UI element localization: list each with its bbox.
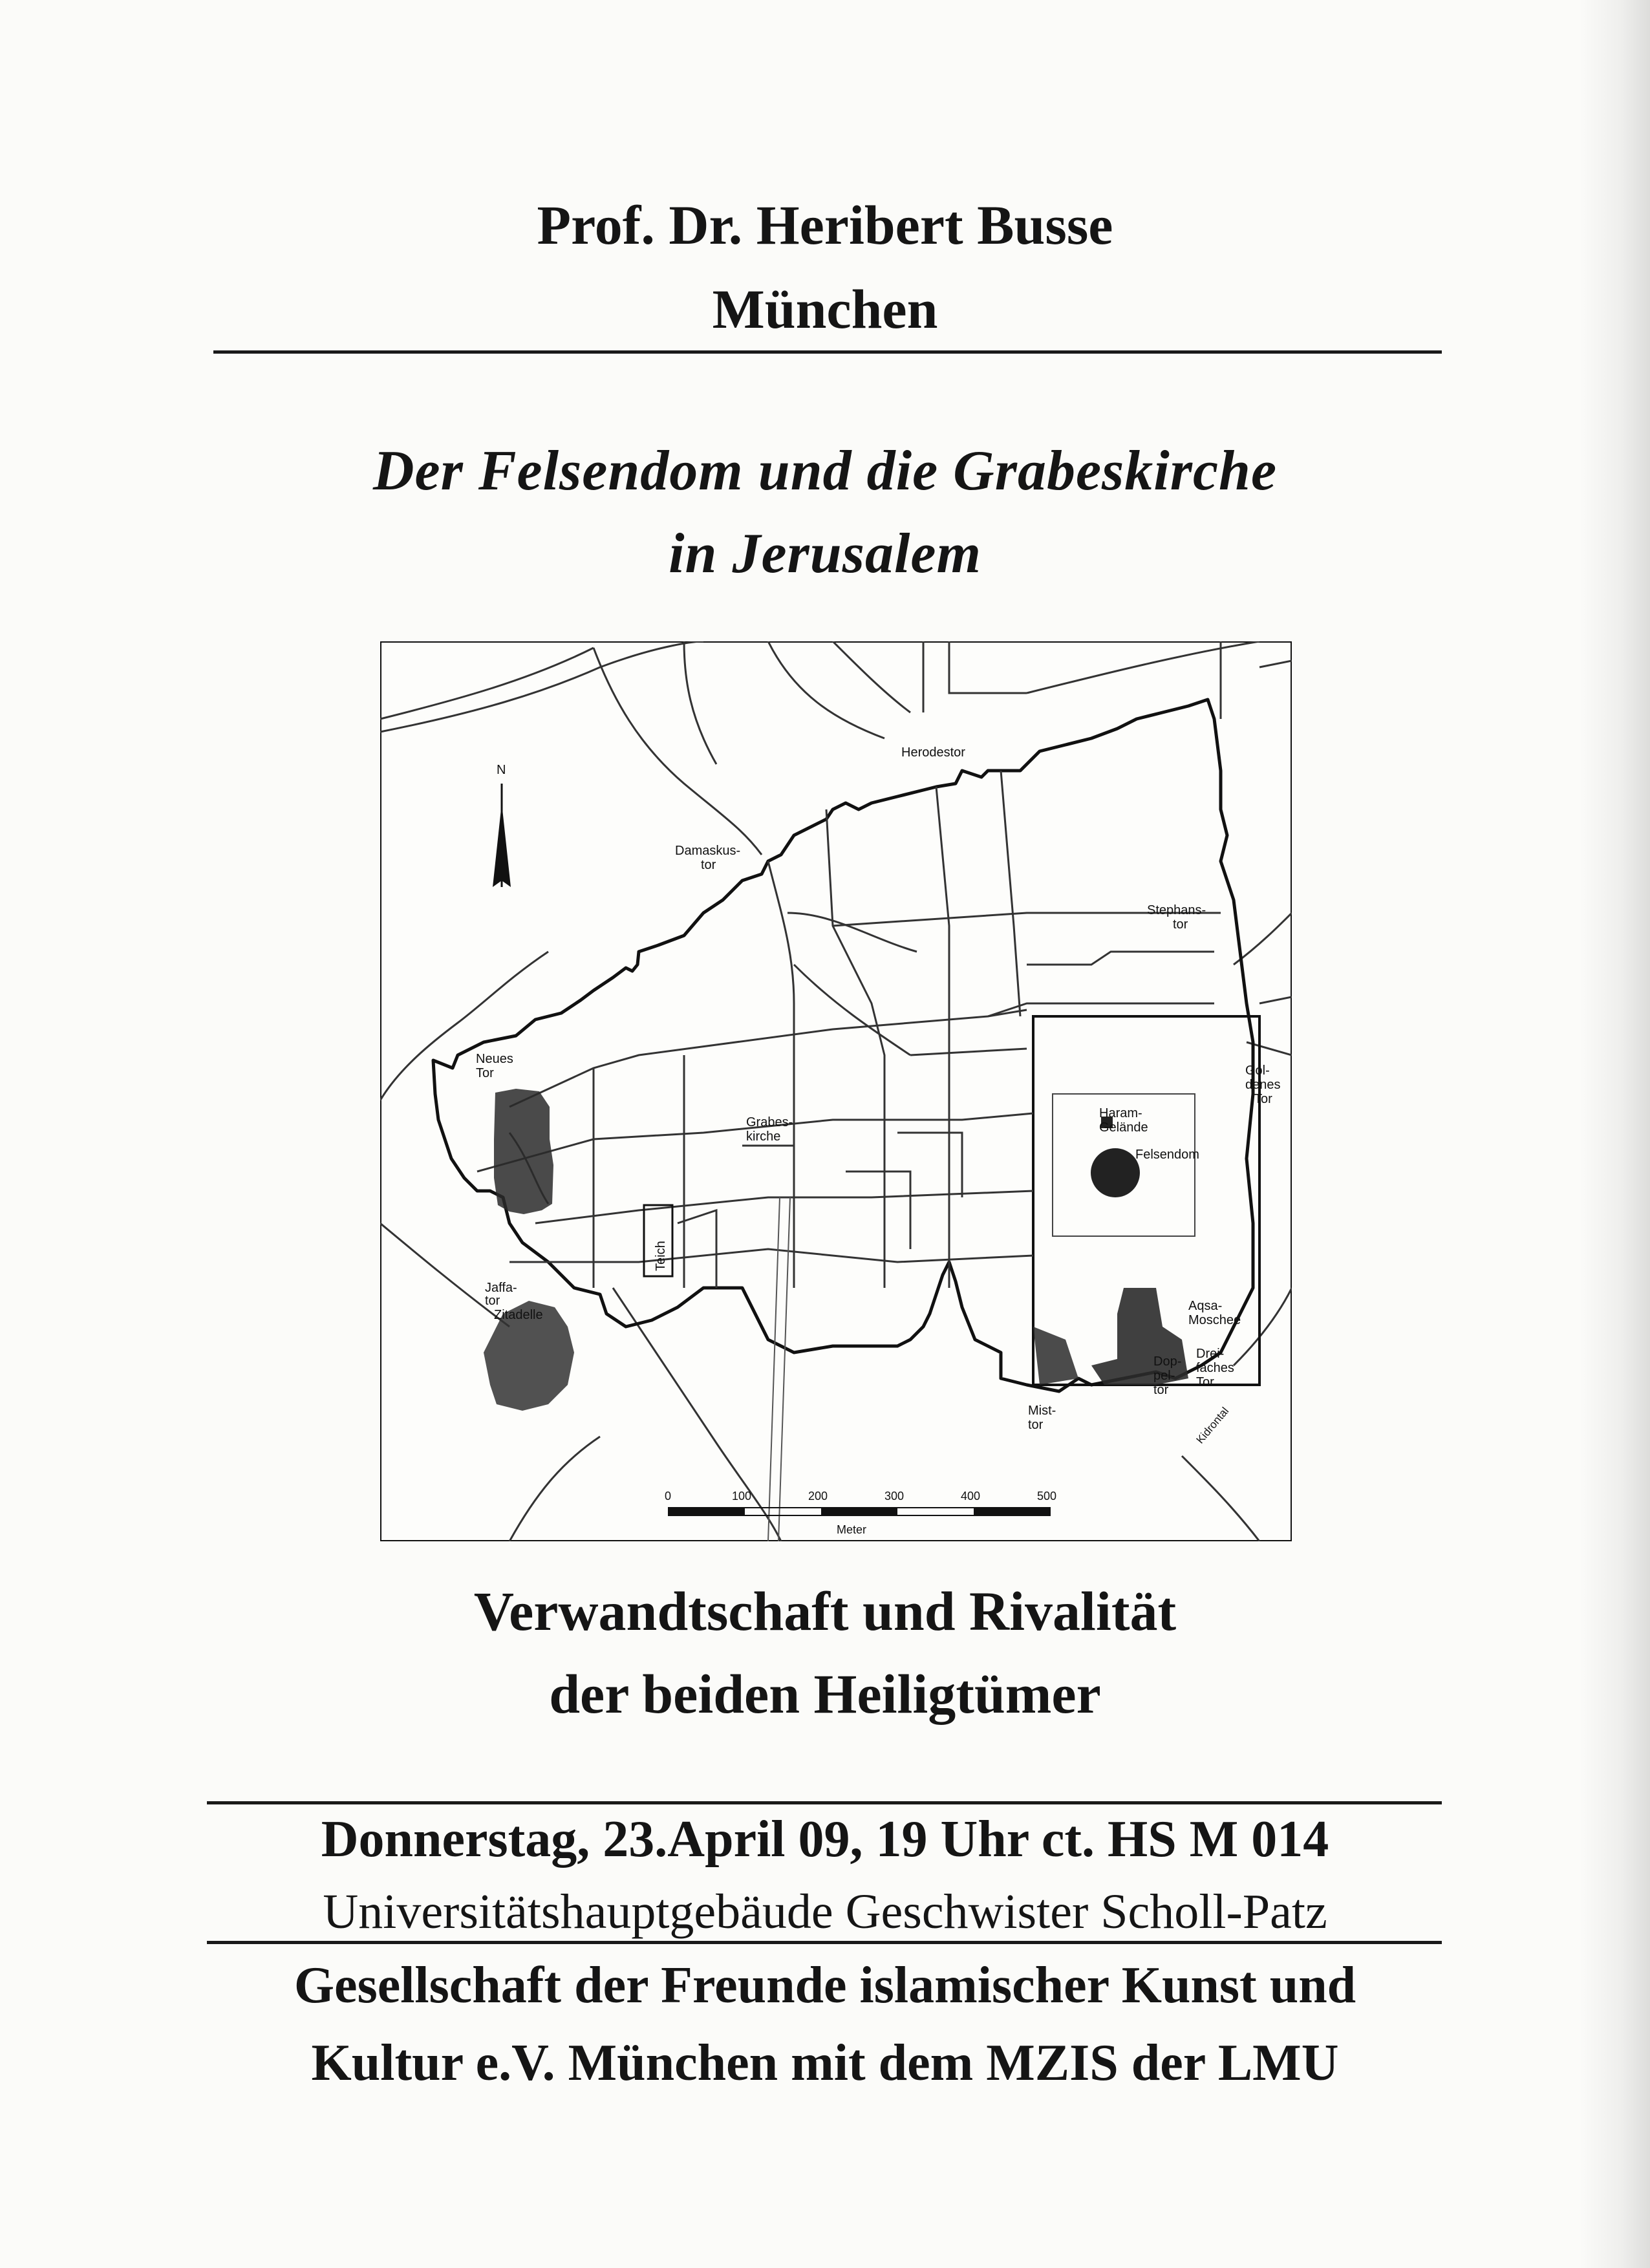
label-haram-2: Gelände xyxy=(1099,1120,1148,1135)
paper-edge-shadow xyxy=(1579,0,1650,2268)
label-goldenes-tor-3: Tor xyxy=(1254,1092,1272,1106)
subtitle-line2: der beiden Heiligtümer xyxy=(549,1663,1101,1725)
label-misttor-2: tor xyxy=(1028,1418,1044,1432)
label-herodestor: Herodestor xyxy=(901,745,965,760)
label-aqsa-1: Aqsa- xyxy=(1188,1299,1223,1313)
label-doppeltor-3: tor xyxy=(1153,1383,1169,1397)
label-grabeskirche-1: Grabes- xyxy=(746,1115,793,1129)
divider-event-top xyxy=(207,1801,1442,1804)
lecture-title-line2: in Jerusalem xyxy=(669,522,981,585)
label-stephanstor-2: tor xyxy=(1173,917,1188,932)
event-location: Universitätshauptgebäude Geschwister Scholl-Patz xyxy=(323,1885,1327,1939)
label-neues-tor-2: Tor xyxy=(476,1066,494,1080)
label-goldenes-tor-2: denes xyxy=(1245,1078,1281,1092)
organizer-line2: Kultur e.V. München mit dem MZIS der LMU xyxy=(311,2035,1339,2091)
felsendom-dome xyxy=(1091,1148,1140,1197)
scale-tick-300: 300 xyxy=(884,1490,905,1503)
divider-organizer xyxy=(207,1941,1442,1944)
label-doppeltor-1: Dop- xyxy=(1153,1354,1182,1369)
divider-top xyxy=(213,350,1442,354)
label-jaffator-2: tor xyxy=(485,1294,500,1308)
label-neues-tor-1: Neues xyxy=(476,1052,513,1066)
organizer-line1: Gesellschaft der Freunde islamischer Kunst und xyxy=(294,1957,1356,2014)
label-doppeltor-2: pel- xyxy=(1153,1369,1175,1383)
label-jaffator-1: Jaffa- xyxy=(485,1281,517,1295)
label-zitadelle: Zitadelle xyxy=(494,1308,543,1322)
scale-tick-0: 0 xyxy=(665,1490,672,1503)
label-damaskustor-1: Damaskus- xyxy=(675,844,741,858)
label-dreifaches-2: faches xyxy=(1196,1361,1234,1375)
event-datetime: Donnerstag, 23.April 09, 19 Uhr ct. HS M 014 xyxy=(321,1811,1329,1868)
label-teich: Teich xyxy=(654,1241,668,1271)
label-dreifaches-1: Drei- xyxy=(1196,1347,1225,1361)
grabeskirche-building xyxy=(494,1089,553,1214)
subtitle-line1: Verwandtschaft und Rivalität xyxy=(473,1580,1177,1642)
north-label: N xyxy=(497,763,506,777)
speaker-name: Prof. Dr. Heribert Busse xyxy=(537,194,1113,256)
scale-tick-400: 400 xyxy=(961,1490,981,1503)
label-felsendom: Felsendom xyxy=(1135,1148,1199,1162)
label-grabeskirche-2: kirche xyxy=(746,1129,781,1144)
scale-unit: Meter xyxy=(837,1523,867,1536)
label-aqsa-2: Moschee xyxy=(1188,1313,1241,1327)
label-kidrontal: Kidrontal xyxy=(1194,1404,1232,1446)
jerusalem-old-city-map xyxy=(380,641,1292,1541)
label-stephanstor-1: Stephans- xyxy=(1147,903,1206,917)
lecture-title-line1: Der Felsendom und die Grabeskirche xyxy=(373,440,1277,502)
label-dreifaches-3: Tor xyxy=(1196,1375,1214,1389)
label-goldenes-tor-1: Gol- xyxy=(1245,1064,1270,1078)
scale-tick-100: 100 xyxy=(732,1490,752,1503)
label-misttor-1: Mist- xyxy=(1028,1404,1056,1418)
speaker-city: München xyxy=(712,278,938,340)
label-damaskustor-2: tor xyxy=(701,858,716,872)
scale-tick-200: 200 xyxy=(808,1490,828,1503)
scale-tick-500: 500 xyxy=(1037,1490,1057,1503)
label-haram-1: Haram- xyxy=(1099,1106,1142,1120)
